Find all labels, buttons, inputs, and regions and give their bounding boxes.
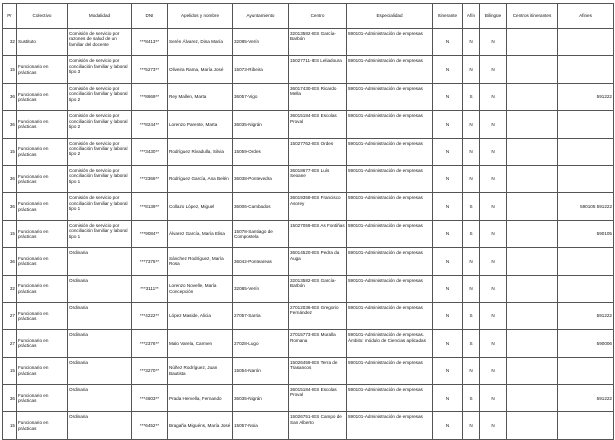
cell-bilingual: N [480, 111, 507, 138]
cell-province: 36 [3, 83, 17, 110]
cell-collective: Funcionario en prácticas [17, 248, 68, 275]
cell-bilingual: N [480, 29, 507, 56]
cell-dni: ***3111** [132, 275, 168, 302]
cell-itinerant-centers [507, 330, 558, 357]
cell-affines: 590006 [558, 330, 614, 357]
header-cell: Bilingüe [480, 4, 507, 29]
cell-modality: Comisión de servicio por conciliación familiar y laboral tipo 1 [68, 165, 132, 192]
cell-province: 27 [3, 330, 17, 357]
cell-bilingual: N [480, 165, 507, 192]
cell-itinerant: N [433, 330, 463, 357]
cell-itinerant: N [433, 111, 463, 138]
cell-itinerant: N [433, 302, 463, 329]
table-row [3, 165, 614, 192]
cell-bilingual: N [480, 302, 507, 329]
cell-dni: ***6452** [132, 412, 168, 439]
cell-itinerant: N [433, 56, 463, 83]
cell-affine: S [463, 83, 480, 110]
cell-name: Núñez Rodríguez, Juan Bautista [168, 357, 233, 384]
cell-name: Rodríguez García, Ana Belén [168, 165, 233, 192]
cell-municipality: 15054-Narón [233, 357, 289, 384]
cell-affines [558, 111, 614, 138]
cell-collective: Funcionario en prácticas [17, 357, 68, 384]
cell-specialty: 590101-Administración de empresas [347, 302, 433, 329]
cell-municipality: 27057-Sarria [233, 302, 289, 329]
cell-specialty: 590101-Administración de empresas [347, 138, 433, 165]
cell-itinerant: N [433, 165, 463, 192]
cell-bilingual: N [480, 220, 507, 247]
cell-itinerant-centers [507, 56, 558, 83]
table-body [3, 29, 614, 440]
cell-affine: N [463, 111, 480, 138]
cell-affine: N [463, 138, 480, 165]
cell-modality: Comisión de servicio por conciliación familiar y laboral tipo 2 [68, 138, 132, 165]
cell-itinerant: N [433, 275, 463, 302]
cell-province: 15 [3, 412, 17, 439]
cell-center: 27012036-IES Gregorio Fernández [289, 302, 347, 329]
cell-specialty: 590101-Administración de empresas [347, 412, 433, 439]
cell-modality: Comisión de servicio por conciliación familiar y laboral tipo 1 [68, 193, 132, 220]
cell-municipality: 32085-Verín [233, 275, 289, 302]
cell-itinerant: N [433, 193, 463, 220]
cell-name: Lorenzo Parente, Marta [168, 111, 233, 138]
cell-municipality: 32085-Verín [233, 29, 289, 56]
cell-center: 36014520-IES Pedra da Auga [289, 248, 347, 275]
cell-name: Sánchez Rodríguez, María Rosa [168, 248, 233, 275]
cell-specialty: 590101-Administración de empresas [347, 357, 433, 384]
cell-specialty: 590101-Administración de empresas [347, 193, 433, 220]
cell-dni: ***2376** [132, 330, 168, 357]
cell-name: Collazo López, Miguel [168, 193, 233, 220]
cell-affine: N [463, 165, 480, 192]
cell-itinerant: N [433, 29, 463, 56]
cell-province: 15 [3, 138, 17, 165]
cell-name: Malo Varela, Carmen [168, 330, 233, 357]
cell-bilingual: N [480, 412, 507, 439]
cell-center: 36018677-IES Luís Seoane [289, 165, 347, 192]
table-row [3, 193, 614, 220]
cell-center: 36017430-IES Ricardo Mella [289, 83, 347, 110]
table-row [3, 385, 614, 412]
cell-center: 36019359-IES Francisco Asorey [289, 193, 347, 220]
cell-affine: N [463, 412, 480, 439]
cell-specialty: 590101-Administración de empresas [347, 165, 433, 192]
cell-name: Rodríguez Rivadulla, Silvia [168, 138, 233, 165]
cell-itinerant-centers [507, 248, 558, 275]
cell-bilingual: N [480, 385, 507, 412]
cell-affine: N [463, 248, 480, 275]
cell-dni: ***4603** [132, 385, 168, 412]
cell-itinerant: N [433, 357, 463, 384]
cell-modality: Ordinaria [68, 248, 132, 275]
cell-bilingual: N [480, 357, 507, 384]
table-row [3, 248, 614, 275]
cell-itinerant-centers [507, 111, 558, 138]
cell-dni: ***8244** [132, 111, 168, 138]
header-cell: Apelidos y nombre [168, 4, 233, 29]
cell-province: 32 [3, 275, 17, 302]
cell-collective: Funcionario en prácticas [17, 275, 68, 302]
cell-modality: Comisión de servicio por conciliación familiar y laboral tipo 1 [68, 220, 132, 247]
cell-affine: N [463, 56, 480, 83]
cell-affines [558, 29, 614, 56]
table-row [3, 357, 614, 384]
cell-municipality: 36035-Nigrán [233, 111, 289, 138]
cell-collective: Funcionario en prácticas [17, 138, 68, 165]
cell-modality: Ordinaria [68, 385, 132, 412]
cell-bilingual: N [480, 248, 507, 275]
cell-municipality: 36038-Pontevedra [233, 165, 289, 192]
cell-dni: ***8139** [132, 193, 168, 220]
cell-itinerant: N [433, 138, 463, 165]
cell-province: 36 [3, 111, 17, 138]
cell-affine: N [463, 29, 480, 56]
cell-province: 32 [3, 29, 17, 56]
cell-affine: S [463, 193, 480, 220]
cell-name: Álvarez García, María Elisa [168, 220, 233, 247]
table-row [3, 29, 614, 56]
header-cell: Ayuntamiento [233, 4, 289, 29]
cell-affines [558, 357, 614, 384]
cell-province: 15 [3, 220, 17, 247]
table-row [3, 302, 614, 329]
cell-affines [558, 56, 614, 83]
cell-itinerant: N [433, 412, 463, 439]
cell-name: Serén Álvarez, Dina María [168, 29, 233, 56]
cell-specialty: 590101-Administración de empresas. Ámbito: módulo de Ciencias aplicadas [347, 330, 433, 357]
cell-center: 36015184-IES Escolas Proval [289, 111, 347, 138]
cell-collective: Funcionario en prácticas [17, 83, 68, 110]
table-row [3, 83, 614, 110]
cell-modality: Ordinaria [68, 330, 132, 357]
cell-itinerant-centers [507, 138, 558, 165]
cell-itinerant-centers [507, 412, 558, 439]
cell-collective: Funcionario en prácticas [17, 193, 68, 220]
cell-bilingual: N [480, 330, 507, 357]
table-row [3, 412, 614, 439]
cell-affines: 591222 [558, 385, 614, 412]
cell-municipality: 36035-Nigrán [233, 385, 289, 412]
header-cell: Centros itinerantes [507, 4, 558, 29]
cell-dni: ***9084** [132, 220, 168, 247]
cell-province: 15 [3, 56, 17, 83]
cell-modality: Comisión de servicio por conciliación familiar y laboral tipo 2 [68, 111, 132, 138]
header-cell: Afines [558, 4, 614, 29]
cell-center: 15027762-IES Ordes [289, 138, 347, 165]
cell-itinerant: N [433, 83, 463, 110]
cell-dni: ***2366** [132, 165, 168, 192]
cell-itinerant-centers [507, 357, 558, 384]
cell-province: 15 [3, 357, 17, 384]
cell-itinerant-centers [507, 165, 558, 192]
cell-specialty: 590101-Administración de empresas [347, 385, 433, 412]
cell-affine: N [463, 275, 480, 302]
header-cell: Itinerante [433, 4, 463, 29]
cell-specialty: 590101-Administración de empresas [347, 56, 433, 83]
cell-modality: Comisión de servicio por conciliación familiar y laboral tipo 2 [68, 83, 132, 110]
cell-itinerant-centers [507, 83, 558, 110]
cell-modality: Comisión de servicio por conciliación familiar y laboral tipo 3 [68, 56, 132, 83]
cell-municipality: 15059-Ordes [233, 138, 289, 165]
cell-dni: ***8669** [132, 83, 168, 110]
cell-province: 36 [3, 248, 17, 275]
cell-specialty: 590101-Administración de empresas [347, 29, 433, 56]
cell-center: 15026459-IES Terra de Trasancos [289, 357, 347, 384]
cell-province: 36 [3, 165, 17, 192]
header-cell: Centro [289, 4, 347, 29]
cell-affine: S [463, 330, 480, 357]
header-row [3, 4, 614, 29]
cell-name: Bragaña Miguéns, María José [168, 412, 233, 439]
cell-center: 15027711-IES Leliadoura [289, 56, 347, 83]
cell-municipality: 36042-Ponteareas [233, 248, 289, 275]
cell-specialty: 590101-Administración de empresas [347, 220, 433, 247]
cell-dni: ***4222** [132, 302, 168, 329]
cell-collective: Sustituto [17, 29, 68, 56]
cell-municipality: 36057-Vigo [233, 83, 289, 110]
cell-affine: N [463, 357, 480, 384]
cell-affine: S [463, 385, 480, 412]
cell-affines: 590105 591222 [558, 193, 614, 220]
cell-affines [558, 138, 614, 165]
cell-municipality: 36006-Cambados [233, 193, 289, 220]
table-row [3, 56, 614, 83]
cell-collective: Funcionario en prácticas [17, 302, 68, 329]
cell-affine: S [463, 220, 480, 247]
cell-collective: Funcionario en prácticas [17, 111, 68, 138]
cell-affines [558, 165, 614, 192]
cell-affines: 591222 [558, 302, 614, 329]
cell-itinerant-centers [507, 275, 558, 302]
cell-specialty: 590101-Administración de empresas [347, 111, 433, 138]
cell-collective: Funcionario en prácticas [17, 56, 68, 83]
cell-affine: S [463, 302, 480, 329]
cell-modality: Comisión de servicio por razones de salud de un familiar del docente [68, 29, 132, 56]
cell-bilingual: N [480, 193, 507, 220]
cell-itinerant-centers [507, 220, 558, 247]
table-row [3, 220, 614, 247]
cell-affines: 591222 [558, 83, 614, 110]
cell-collective: Funcionario en prácticas [17, 412, 68, 439]
cell-itinerant-centers [507, 385, 558, 412]
cell-center: 15026751-IES Campo de San Alberto [289, 412, 347, 439]
cell-name: Lorenzo Novelle, María Concepción [168, 275, 233, 302]
cell-name: Prada Hervella, Fernando [168, 385, 233, 412]
cell-bilingual: N [480, 275, 507, 302]
cell-center: 27015773-IES Muralla Romana [289, 330, 347, 357]
cell-collective: Funcionario en prácticas [17, 165, 68, 192]
cell-center: 36015184-IES Escolas Proval [289, 385, 347, 412]
cell-specialty: 590101-Administración de empresas [347, 275, 433, 302]
header-cell: Colectivo [17, 4, 68, 29]
header-cell: DNI [132, 4, 168, 29]
cell-itinerant-centers [507, 302, 558, 329]
cell-name: López Maside, Alicia [168, 302, 233, 329]
cell-municipality: 27028-Lugo [233, 330, 289, 357]
header-cell: Modalidad [68, 4, 132, 29]
cell-specialty: 590101-Administración de empresas [347, 248, 433, 275]
cell-affines [558, 248, 614, 275]
cell-collective: Funcionario en prácticas [17, 220, 68, 247]
cell-municipality: 15078-Santiago de Compostela [233, 220, 289, 247]
cell-affines: 590105 [558, 220, 614, 247]
table-row [3, 138, 614, 165]
cell-bilingual: N [480, 138, 507, 165]
cell-itinerant-centers [507, 193, 558, 220]
cell-collective: Funcionario en prácticas [17, 330, 68, 357]
cell-bilingual: N [480, 56, 507, 83]
cell-affines [558, 275, 614, 302]
cell-center: 32013582-IES García-Barbón [289, 29, 347, 56]
cell-province: 36 [3, 385, 17, 412]
cell-municipality: 15057-Noia [233, 412, 289, 439]
cell-collective: Funcionario en prácticas [17, 385, 68, 412]
header-cell: Afín [463, 4, 480, 29]
table-row [3, 330, 614, 357]
cell-dni: ***8413** [132, 29, 168, 56]
cell-specialty: 590101-Administración de empresas [347, 83, 433, 110]
cell-center: 15027059-IES As Fontiñas [289, 220, 347, 247]
cell-dni: ***3430** [132, 138, 168, 165]
cell-name: Rey Mallen, Marta [168, 83, 233, 110]
cell-itinerant: N [433, 220, 463, 247]
cell-province: 36 [3, 193, 17, 220]
cell-itinerant: N [433, 248, 463, 275]
cell-modality: Ordinaria [68, 275, 132, 302]
cell-dni: ***3270** [132, 357, 168, 384]
cell-municipality: 15073-Ribeira [233, 56, 289, 83]
cell-modality: Ordinaria [68, 412, 132, 439]
header-cell: Especialidad [347, 4, 433, 29]
cell-affines [558, 412, 614, 439]
table-row [3, 275, 614, 302]
cell-modality: Ordinaria [68, 302, 132, 329]
table-row [3, 111, 614, 138]
cell-dni: ***7375** [132, 248, 168, 275]
cell-dni: ***5273** [132, 56, 168, 83]
cell-center: 32013582-IES García-Barbón [289, 275, 347, 302]
cell-bilingual: N [480, 83, 507, 110]
assignments-table [2, 3, 614, 440]
cell-modality: Ordinaria [68, 357, 132, 384]
cell-province: 27 [3, 302, 17, 329]
cell-itinerant: N [433, 385, 463, 412]
cell-name: Oliveira Rama, María José [168, 56, 233, 83]
header-cell: Pr [3, 4, 17, 29]
cell-itinerant-centers [507, 29, 558, 56]
